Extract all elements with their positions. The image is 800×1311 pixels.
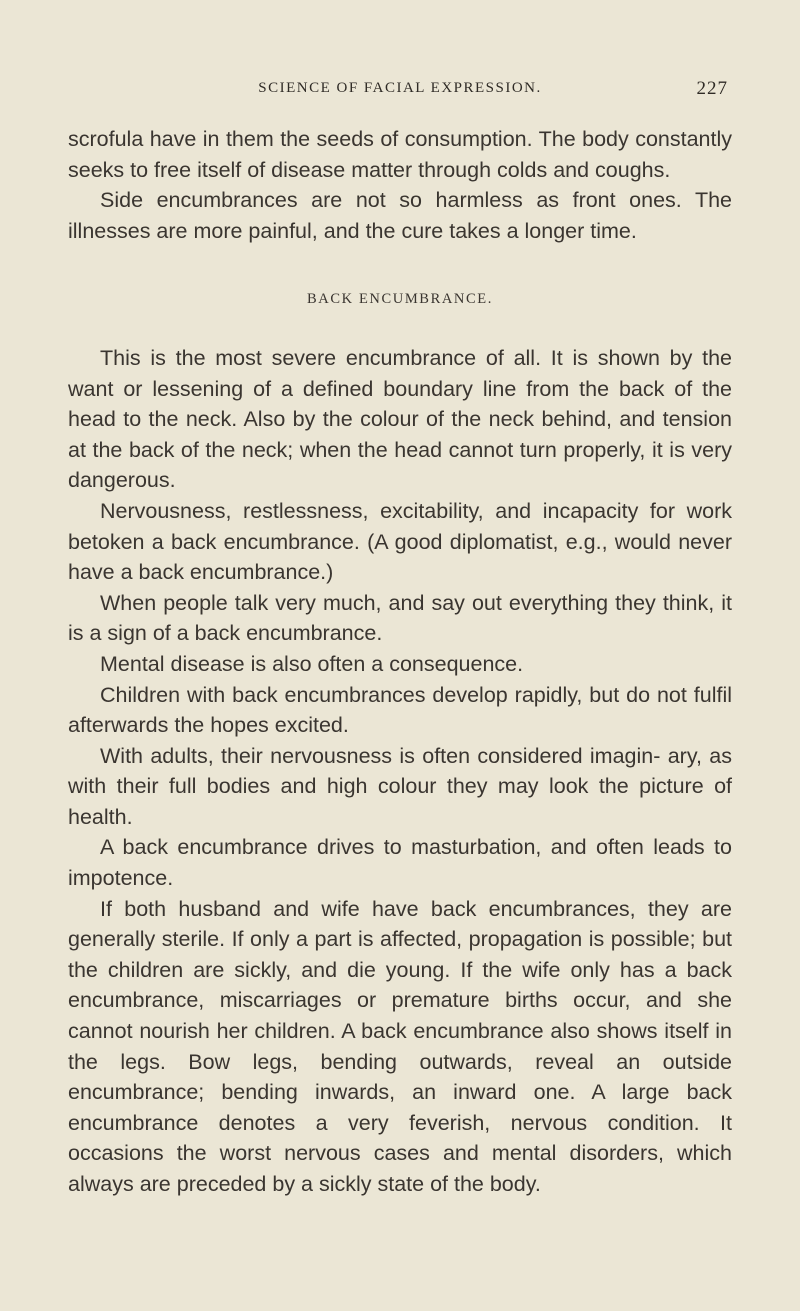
section-heading: BACK ENCUMBRANCE.: [307, 291, 493, 308]
paragraph: Nervousness, restlessness, excitability, and incapacity for work betoken a back encumbrance. (A good diplomatist, e.g., would never have a back encumbrance.): [68, 498, 732, 585]
paragraph: Side encumbrances are not so harmless as front ones. The illnesses are more painful, and the cure takes a longer time.: [68, 188, 732, 243]
paragraph: Children with back encumbrances develop rapidly, but do not fulfil afterwards the hopes excited.: [68, 682, 732, 738]
page-header: [68, 80, 732, 116]
paragraph: If both husband and wife have back encumbrances, they are generally sterile. If only a part is affected, propagation is possible; but the children are sickly, and die young. If the wife only has a back encumbrance, miscarriages or premature births occur, and she cannot nourish her children. A back encumbrance also shows itself in the legs. Bow legs, bending outwards, reveal an outside encumbrance; bending inwards, an inward one. A large back encumbrance denotes a very feverish, nervous condition. It occasions the worst nervous cases and mental disorders, which always are preceded by a sickly state of the body.: [68, 896, 732, 1196]
paragraph: With adults, their nervousness is often considered imagin- ary, as with their full bodies and high colour they may look the picture of health.: [68, 743, 732, 829]
paragraph: Mental disease is also often a consequence.: [100, 651, 524, 676]
page-number: 227: [696, 78, 728, 99]
paragraph: A back encumbrance drives to masturbation, and often leads to impotence.: [68, 835, 732, 891]
paragraph: scrofula have in them the seeds of consumption. The body constantly seeks to free itself of disease matter through colds and coughs.: [68, 127, 732, 182]
paragraph: When people talk very much, and say out everything they think, it is a sign of a back encumbrance.: [68, 590, 732, 646]
body-text: [68, 124, 732, 1200]
paragraph: This is the most severe encumbrance of all. It is shown by the want or lessening of a defined boundary line from the back of the head to the neck. Also by the colour of the neck behind, and tension at the back of the neck; when the head cannot turn properly, it is very dangerous.: [68, 345, 732, 493]
running-title: SCIENCE OF FACIAL EXPRESSION.: [258, 80, 542, 96]
